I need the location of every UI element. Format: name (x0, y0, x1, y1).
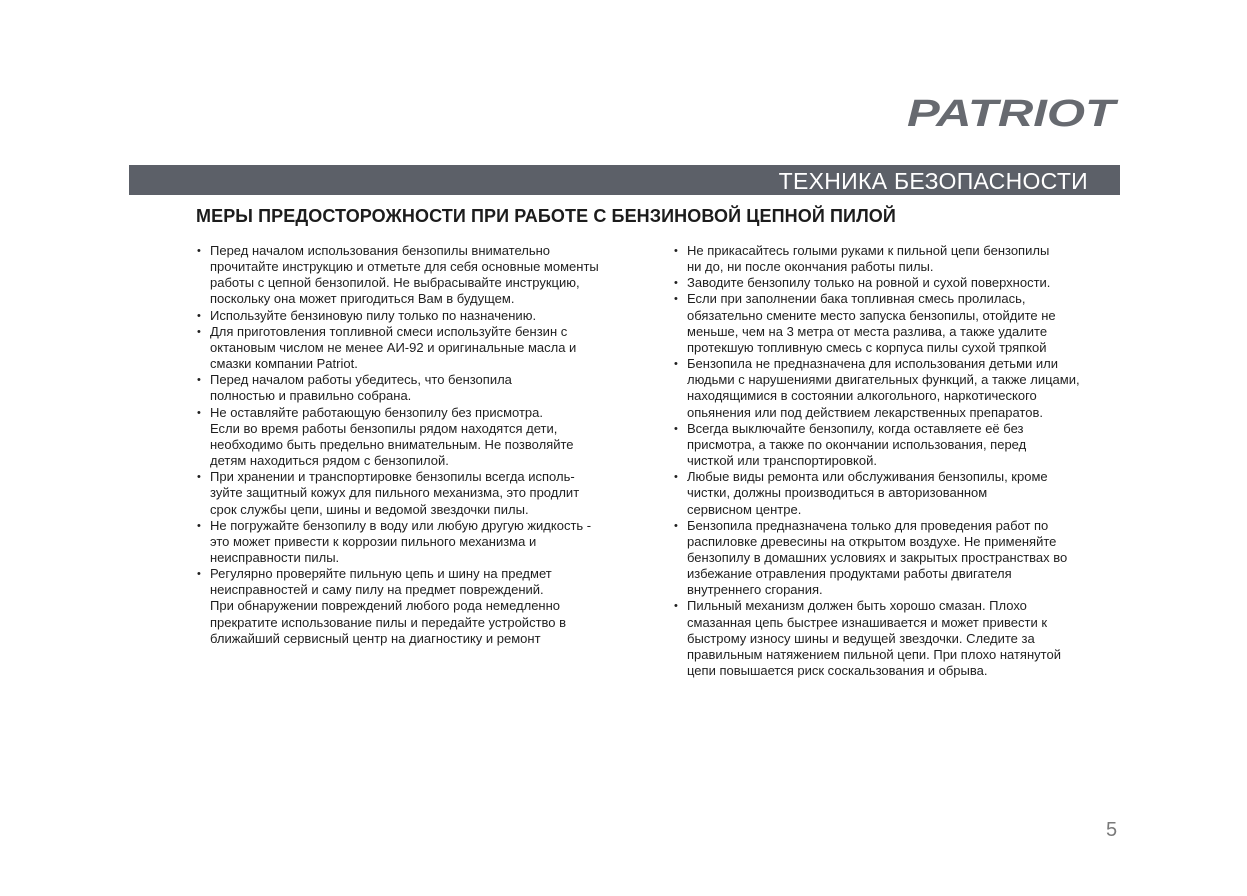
list-item (197, 372, 647, 404)
page-heading: МЕРЫ ПРЕДОСТОРОЖНОСТИ ПРИ РАБОТЕ С БЕНЗИНОВОЙ ЦЕПНОЙ ПИЛОЙ (196, 206, 896, 226)
list-item-text: Заводите бензопилу только на ровной и сухой поверхности. (687, 275, 1051, 291)
list-item-text: Перед началом работы убедитесь, что бензопила полностью и правильно собрана. (210, 372, 512, 404)
bullet-icon: • (674, 358, 678, 371)
list-item (674, 356, 1128, 421)
list-item-text: Если при заполнении бака топливная смесь пролилась, обязательно смените место запуска бензопилы, отойдите не меньше, чем на 3 метра от места разлива, а также удалите протекшую топливную смесь с корпуса пилы сухой тряпкой (687, 291, 1056, 355)
bullet-icon: • (674, 600, 678, 613)
bullet-icon: • (674, 277, 678, 290)
list-item (197, 243, 647, 308)
list-item (674, 291, 1128, 356)
list-item-text: Бензопила не предназначена для использования детьми или людьми с нарушениями двигательных функций, а также лицами, находящимися в состоянии алкогольного, наркотического опьянения или под действием лекарственных препаратов. (687, 356, 1080, 420)
section-title: ТЕХНИКА БЕЗОПАСНОСТИ (778, 168, 1088, 194)
list-item (674, 243, 1128, 275)
bullet-icon: • (197, 245, 201, 257)
list-item (674, 421, 1128, 469)
list-item-text: Перед началом использования бензопилы внимательно прочитайте инструкцию и отметьте для себя основные моменты работы с цепной бензопилой. Не выбрасывайте инструкцию, поскольку она может пригодиться Вам в будущем. (210, 243, 599, 307)
bullet-icon: • (674, 519, 678, 532)
list-item-text: Не погружайте бензопилу в воду или любую другую жидкость - это может привести к коррозии пильного механизма и неисправности пилы. (210, 517, 592, 565)
bullet-icon: • (197, 374, 201, 387)
page-number: 5 (1106, 819, 1118, 841)
list-item-text: Бензопила предназначена только для проведения работ по распиловке древесины на открытом воздухе. Не применяйте бензопилу в домашних условиях и закрытых пространствах во избежание отравления продуктами работы двигателя внутреннего сгорания. (687, 517, 1068, 598)
list-item (197, 469, 647, 517)
right-column-list (674, 243, 1128, 679)
left-column-list (197, 243, 647, 647)
patriot-logo (905, 88, 1120, 136)
list-item-text: Не прикасайтесь голыми руками к пильной цепи бензопилы ни до, ни после окончания работы пилы. (687, 243, 1050, 275)
list-item-text: Пильный механизм должен быть хорошо смазан. Плохо смазанная цепь быстрее изнашивается и может привести к быстрому износу шины и ведущей звездочки. Следите за правильным натяжением пильной цепи. При плохо натянутой цепи повышается риск соскальзования и обрыва. (687, 598, 1061, 679)
list-item (674, 518, 1128, 599)
patriot-logo-text: PATRIOT (907, 93, 1119, 135)
bullet-icon: • (197, 568, 201, 581)
list-item-text: Всегда выключайте бензопилу, когда оставляете её без присмотра, а также по окончании использования, перед чисткой или транспортировкой. (687, 420, 1027, 469)
list-item (674, 275, 1128, 291)
list-item-text: Используйте бензиновую пилу только по назначению. (210, 307, 537, 323)
section-banner (129, 165, 1120, 195)
bullet-icon: • (674, 293, 678, 306)
bullet-icon: • (674, 422, 678, 435)
list-item-text: Регулярно проверяйте пильную цепь и шину на предмет неисправностей и саму пилу на предмет повреждений. При обнаружении повреждений любого рода немедленно прекратите использование пилы и передайте устройство в ближайший сервисный центр на диагностику и ремонт (210, 566, 567, 646)
list-item (674, 469, 1128, 517)
list-item (674, 598, 1128, 679)
bullet-icon: • (674, 245, 678, 257)
list-item-text: Для приготовления топливной смеси используйте бензин с октановым числом не менее АИ-92 и оригинальные масла и смазки компании Patriot. (210, 323, 577, 372)
list-item (197, 324, 647, 372)
list-item (197, 566, 647, 647)
bullet-icon: • (197, 406, 201, 419)
list-item (197, 308, 647, 324)
bullet-icon: • (197, 519, 201, 532)
list-item-text: При хранении и транспортировке бензопилы всегда исполь- зуйте защитный кожух для пильного механизма, это продлит срок службы цепи, шины и ведомой звездочки пилы. (210, 469, 580, 517)
list-item (197, 405, 647, 470)
bullet-icon: • (674, 471, 678, 484)
list-item-text: Не оставляйте работающую бензопилу без присмотра. Если во время работы бензопилы рядом находятся дети, необходимо быть предельно внимательным. Не позволяйте детям находиться рядом с бензопилой. (210, 404, 574, 469)
bullet-icon: • (197, 471, 201, 484)
bullet-icon: • (197, 325, 201, 338)
list-item-text: Любые виды ремонта или обслуживания бензопилы, кроме чистки, должны производиться в авторизованном сервисном центре. (687, 469, 1048, 517)
list-item (197, 518, 647, 566)
bullet-icon: • (197, 309, 201, 322)
